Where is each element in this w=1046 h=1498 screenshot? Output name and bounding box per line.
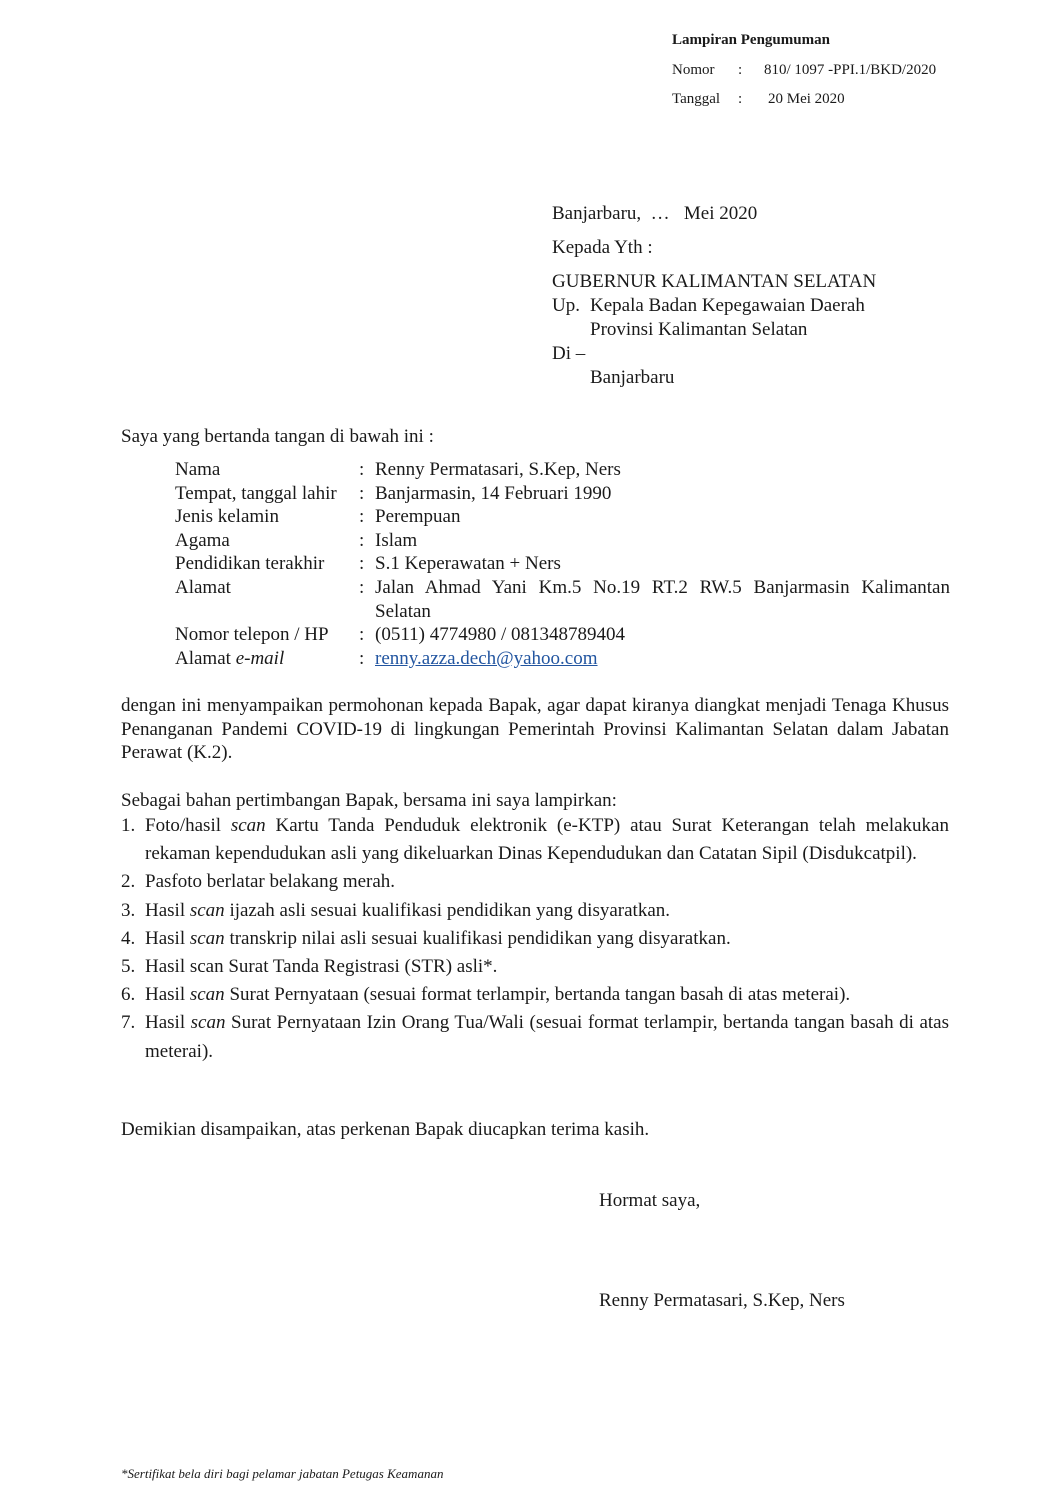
list-item	[121, 897, 949, 925]
recipient-city: Banjarbaru	[590, 367, 675, 388]
identity-row	[175, 552, 950, 576]
list-item-text-pre: Pasfoto berlatar belakang merah.	[145, 871, 396, 893]
identity-label: Tempat, tanggal lahir	[175, 482, 337, 504]
identity-value: Jalan Ahmad Yani Km.5 No.19 RT.2 RW.5 Banjarmasin Kalimantan Selatan	[375, 576, 950, 622]
identity-label: Agama	[175, 529, 230, 551]
list-item	[121, 868, 949, 896]
identity-row	[175, 458, 950, 482]
up-line1: Kepala Badan Kepegawaian Daerah	[590, 295, 865, 316]
list-item	[121, 981, 949, 1009]
identity-value: S.1 Keperawatan + Ners	[375, 553, 561, 575]
identity-value: Banjarmasin, 14 Februari 1990	[375, 482, 612, 504]
attachment-date-row	[672, 91, 845, 108]
up-label: Up.	[552, 295, 580, 316]
list-item-text-pre: Hasil	[145, 927, 190, 949]
to-label: Kepada Yth :	[552, 237, 653, 258]
identity-value: (0511) 4774980 / 081348789404	[375, 624, 625, 646]
email-label-prefix: Alamat	[175, 647, 236, 669]
identity-label: Nama	[175, 459, 221, 480]
identity-row	[175, 529, 950, 553]
identity-sep: :	[359, 482, 365, 504]
list-item-text-em: scan	[189, 927, 225, 949]
list-item-text-post: ijazah asli sesuai kualifikasi pendidikan yang disyaratkan.	[224, 899, 670, 921]
list-item-text-pre: Hasil	[145, 899, 190, 921]
identity-sep: :	[359, 506, 365, 528]
closing-line: Demikian disampaikan, atas perkenan Bapak diucapkan terima kasih.	[121, 1119, 650, 1140]
identity-row	[175, 482, 950, 506]
identity-sep: :	[359, 576, 365, 598]
identity-row-email	[175, 647, 950, 671]
identity-row	[175, 505, 950, 529]
list-item-number: 4.	[121, 927, 136, 949]
request-paragraph: dengan ini menyampaikan permohonan kepada Bapak, agar dapat kiranya diangkat menjadi Tenaga Khusus Penanganan Pandemi COVID-19 di lingkungan Pemerintah Provinsi Kalimantan Selatan dalam Jabatan Perawat (K.2).	[121, 695, 949, 763]
list-item-text-em: scan	[189, 984, 225, 1006]
identity-label: Nomor telepon / HP	[175, 624, 329, 646]
up-line	[552, 295, 865, 317]
list-item-text-pre: Hasil	[145, 984, 190, 1006]
identity-label	[175, 647, 359, 671]
list-item	[121, 953, 949, 981]
list-item-text-em: scan	[189, 899, 225, 921]
list-item-number: 7.	[121, 1012, 136, 1034]
identity-label: Jenis kelamin	[175, 506, 279, 528]
attachment-number-label: Nomor	[672, 62, 715, 78]
identity-value: Islam	[375, 529, 418, 551]
list-item-text-post: transkrip nilai asli sesuai kualifikasi pendidikan yang disyaratkan.	[224, 927, 731, 949]
identity-value: Perempuan	[375, 506, 461, 528]
footnote: *Sertifikat bela diri bagi pelamar jabatan Petugas Keamanan	[121, 1466, 444, 1481]
identity-label: Pendidikan terakhir	[175, 553, 325, 575]
identity-sep: :	[359, 647, 365, 669]
signoff: Hormat saya,	[599, 1190, 701, 1211]
identity-row	[175, 623, 950, 647]
list-item-text-pre: Hasil scan Surat Tanda Registrasi (STR) asli*.	[145, 956, 498, 978]
list-item	[121, 925, 949, 953]
list-item-number: 6.	[121, 984, 136, 1006]
addressee: GUBERNUR KALIMANTAN SELATAN	[552, 271, 877, 292]
attachment-date-value: 20 Mei 2020	[768, 91, 845, 107]
place-date: Banjarbaru, … Mei 2020	[552, 203, 758, 224]
email-link[interactable]: renny.azza.dech@yahoo.com	[375, 647, 598, 669]
identity-sep: :	[359, 529, 365, 551]
identity-sep: :	[359, 459, 365, 480]
identity-table	[175, 458, 950, 670]
list-item-text-em: scan	[230, 815, 266, 836]
signer-name: Renny Permatasari, S.Kep, Ners	[599, 1290, 845, 1311]
identity-row	[175, 576, 950, 623]
attachment-number-value: 810/ 1097 -PPI.1/BKD/2020	[764, 62, 937, 78]
list-item-text-post: Surat Pernyataan (sesuai format terlampir, bertanda tangan basah di atas meterai).	[224, 984, 851, 1006]
identity-value: Renny Permatasari, S.Kep, Ners	[375, 459, 621, 480]
attachment-title: Lampiran Pengumuman	[672, 32, 830, 48]
opening-line: Saya yang bertanda tangan di bawah ini :	[121, 426, 434, 447]
list-item	[121, 1009, 954, 1065]
attachment-number-row	[672, 62, 936, 79]
up-line2: Provinsi Kalimantan Selatan	[590, 319, 808, 340]
attachment-date-label: Tanggal	[672, 91, 721, 107]
attachment-number-sep: :	[738, 62, 743, 78]
email-label-italic: e-mail	[235, 647, 285, 669]
list-item-text-em: scan	[190, 1012, 226, 1034]
list-item-text-pre: Foto/hasil	[145, 815, 231, 836]
attachment-date-sep: :	[738, 91, 743, 107]
list-item	[121, 812, 954, 868]
di-label: Di –	[552, 343, 586, 364]
attachments-intro: Sebagai bahan pertimbangan Bapak, bersama ini saya lampirkan:	[121, 790, 617, 811]
attachments-list	[121, 812, 954, 1066]
identity-sep: :	[359, 624, 365, 646]
list-item-text-post: Surat Pernyataan Izin Orang Tua/Wali (sesuai format terlampir, bertanda tangan basah di atas meterai).	[145, 1012, 954, 1062]
list-item-number: 2.	[121, 871, 136, 893]
list-item-number: 3.	[121, 899, 136, 921]
list-item-text-post: Kartu Tanda Penduduk elektronik (e-KTP) atau Surat Keterangan telah melakukan rekaman kependudukan asli yang dikeluarkan Dinas Kependudukan dan Catatan Sipil (Disdukcatpil).	[145, 815, 954, 865]
list-item-number: 1.	[121, 815, 136, 836]
identity-sep: :	[359, 553, 365, 575]
list-item-number: 5.	[121, 956, 136, 978]
identity-label: Alamat	[175, 576, 231, 598]
list-item-text-pre: Hasil	[145, 1012, 191, 1034]
